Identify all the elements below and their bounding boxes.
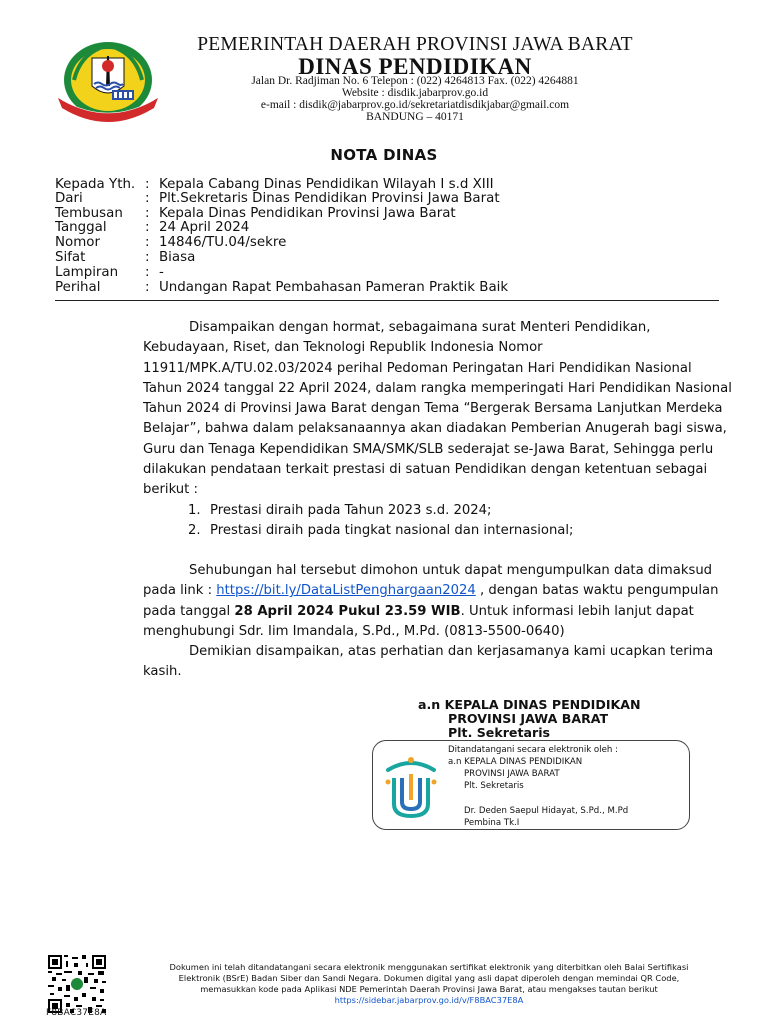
footer-note-line-3: memasukkan kode pada Aplikasi NDE Pemerintah Daerah Provinsi Jawa Barat, atau mengakses tautan berikut bbox=[200, 984, 658, 994]
word: Disampaikan bbox=[189, 320, 275, 335]
word: 11911/MPK.A/TU.02.03/2024 bbox=[143, 360, 333, 376]
field-value: Kepala Dinas Pendidikan Provinsi Jawa Barat bbox=[159, 206, 456, 221]
field-label: Tembusan bbox=[55, 206, 123, 221]
document-title: NOTA DINAS bbox=[330, 146, 438, 164]
verify-link[interactable]: https://sidebar.jabarprov.go.id/v/F8BAC37E8A bbox=[334, 995, 524, 1005]
paragraph-line: Tahun 2024 tanggal 22 April 2024, dalam rangka memperingati Hari Pendidikan Nasional bbox=[143, 380, 732, 396]
field-value: - bbox=[159, 265, 164, 280]
paragraph-line: Tahun 2024 di Provinsi Jawa Barat dengan Tema “Bergerak Bersama Lanjutkan Merdeka bbox=[143, 401, 723, 417]
field-value: Undangan Rapat Pembahasan Pameran Praktik Baik bbox=[159, 280, 509, 295]
paragraph-line bbox=[143, 338, 685, 358]
field-label: Tanggal bbox=[55, 220, 107, 235]
word: Menteri bbox=[519, 320, 571, 335]
government-name: PEMERINTAH DAERAH PROVINSI JAWA BARAT bbox=[197, 34, 633, 55]
word: surat bbox=[481, 320, 516, 335]
field-value: Kepala Cabang Dinas Pendidikan Wilayah I s.d XIII bbox=[159, 177, 494, 192]
esign-line-3: Plt. Sekretaris bbox=[464, 781, 524, 791]
word: Hari bbox=[527, 360, 555, 376]
field-label: Perihal bbox=[55, 280, 101, 295]
word: Peringatan bbox=[452, 360, 524, 376]
field-label: Kepada Yth. bbox=[55, 177, 136, 192]
field-value: Biasa bbox=[159, 250, 196, 265]
office-city: BANDUNG – 40171 bbox=[366, 111, 464, 123]
field-separator: : bbox=[145, 265, 150, 280]
text-segment: pada link : bbox=[143, 583, 213, 599]
paragraph-line: Guru dan Tenaga Kependidikan SMA/SMK/SLB sederajat se-Jawa Barat, Sehingga perlu bbox=[143, 441, 714, 457]
word: perihal bbox=[336, 360, 383, 376]
word: dengan bbox=[278, 320, 329, 335]
office-name: DINAS PENDIDIKAN bbox=[298, 54, 532, 79]
list-item bbox=[188, 521, 574, 541]
list-text: Prestasi diraih pada tingkat nasional dan internasional; bbox=[210, 523, 574, 538]
word: Riset, bbox=[233, 340, 271, 356]
esign-signer-rank: Pembina Tk.I bbox=[464, 818, 520, 828]
paragraph-line: dilakukan pendataan terkait prestasi di satuan Pendidikan dengan ketentuan sebagai bbox=[143, 462, 708, 478]
word: Republik bbox=[369, 340, 427, 356]
list-number: 2. bbox=[188, 523, 201, 538]
qr-code-id: F8BAC37E8A bbox=[46, 1008, 107, 1018]
paragraph-line bbox=[143, 602, 694, 622]
list-number: 1. bbox=[188, 503, 201, 518]
field-label: Nomor bbox=[55, 235, 100, 250]
paragraph-line: berikut : bbox=[143, 482, 198, 498]
field-label: Dari bbox=[55, 191, 83, 206]
paragraph-line bbox=[143, 581, 719, 601]
footer-note-line-1: Dokumen ini telah ditandatangani secara elektronik menggunakan sertifikat elektronik yang diterbitkan oleh Balai Sertifikasi bbox=[169, 962, 689, 972]
data-collection-link[interactable]: https://bit.ly/DataListPenghargaan2024 bbox=[216, 583, 476, 599]
body-paragraph-2 bbox=[143, 561, 719, 642]
office-email: e-mail : disdik@jabarprov.go.id/sekretariatdisdikjabar@gmail.com bbox=[260, 99, 570, 111]
word: Teknologi bbox=[303, 340, 366, 356]
signature-line-3: Plt. Sekretaris bbox=[448, 725, 551, 740]
word: sebagaimana bbox=[388, 320, 478, 335]
paragraph-line: Belajar”, bahwa dalam pelaksanaannya akan diadakan Pemberian Anugerah bagi siswa, bbox=[143, 421, 727, 437]
field-separator: : bbox=[145, 280, 150, 295]
field-separator: : bbox=[145, 206, 150, 221]
field-label: Lampiran bbox=[55, 265, 119, 280]
esign-signer-name: Dr. Deden Saepul Hidayat, S.Pd., M.Pd bbox=[464, 806, 629, 816]
field-separator: : bbox=[145, 177, 150, 192]
esign-line-1: a.n KEPALA DINAS PENDIDIKAN bbox=[448, 757, 583, 767]
qr-code-icon bbox=[48, 955, 106, 1013]
word: Pendidikan bbox=[558, 360, 631, 376]
signature-line-2: PROVINSI JAWA BARAT bbox=[448, 711, 609, 726]
footer-note-line-2: Elektronik (BSrE) Badan Siber dan Sandi Negara. Dokumen digital yang asli dapat diperoleh dengan memindai QR Code, bbox=[178, 973, 680, 983]
list-text: Prestasi diraih pada Tahun 2023 s.d. 2024; bbox=[210, 503, 492, 518]
field-label: Sifat bbox=[55, 250, 86, 265]
office-website: Website : disdik.jabarprov.go.id bbox=[341, 87, 489, 99]
text-segment: pada tanggal bbox=[143, 603, 231, 619]
paragraph-line: kasih. bbox=[143, 664, 182, 680]
field-value: Plt.Sekretaris Dinas Pendidikan Provinsi Jawa Barat bbox=[159, 191, 500, 206]
field-separator: : bbox=[145, 235, 150, 250]
footer-verify-link-row bbox=[130, 995, 728, 1006]
word: hormat, bbox=[332, 320, 385, 335]
field-value: 24 April 2024 bbox=[159, 220, 250, 235]
field-separator: : bbox=[145, 220, 150, 235]
word: Nomor bbox=[498, 340, 543, 356]
paragraph-line: Demikian disampaikan, atas perhatian dan kerjasamanya kami ucapkan terima bbox=[189, 644, 714, 659]
field-separator: : bbox=[145, 250, 150, 265]
deadline-text: 28 April 2024 Pukul 23.59 WIB bbox=[234, 603, 461, 619]
esign-line-2: PROVINSI JAWA BARAT bbox=[464, 769, 560, 779]
paragraph-line bbox=[143, 359, 692, 379]
bsre-seal-icon bbox=[384, 752, 438, 822]
list-item bbox=[188, 501, 491, 521]
text-segment: , dengan batas waktu pengumpulan bbox=[480, 583, 719, 599]
word: Indonesia bbox=[430, 340, 495, 356]
header-divider bbox=[55, 300, 719, 301]
paragraph-line: Sehubungan hal tersebut dimohon untuk dapat mengumpulkan data dimaksud bbox=[189, 563, 713, 578]
word: Pendidikan, bbox=[574, 320, 651, 335]
paragraph-line bbox=[143, 318, 685, 338]
paragraph-line: menghubungi Sdr. Iim Imandala, S.Pd., M.Pd. (0813-5500-0640) bbox=[143, 623, 565, 639]
word: Kebudayaan, bbox=[143, 340, 229, 356]
office-address: Jalan Dr. Radjiman No. 6 Telepon : (022) 4264813 Fax. (022) 4264881 bbox=[251, 75, 579, 87]
word: dan bbox=[274, 340, 300, 356]
text-segment: . Untuk informasi lebih lanjut dapat bbox=[460, 603, 694, 619]
word: Pedoman bbox=[386, 360, 449, 376]
field-separator: : bbox=[145, 191, 150, 206]
signature-line-1: a.n KEPALA DINAS PENDIDIKAN bbox=[418, 697, 641, 712]
body-paragraph-1 bbox=[143, 318, 732, 501]
esign-intro: Ditandatangani secara elektronik oleh : bbox=[448, 745, 618, 755]
word: Nasional bbox=[635, 360, 692, 376]
body-paragraph-3 bbox=[143, 642, 714, 683]
west-java-coat-of-arms-icon bbox=[52, 36, 164, 126]
field-value: 14846/TU.04/sekre bbox=[159, 235, 287, 250]
